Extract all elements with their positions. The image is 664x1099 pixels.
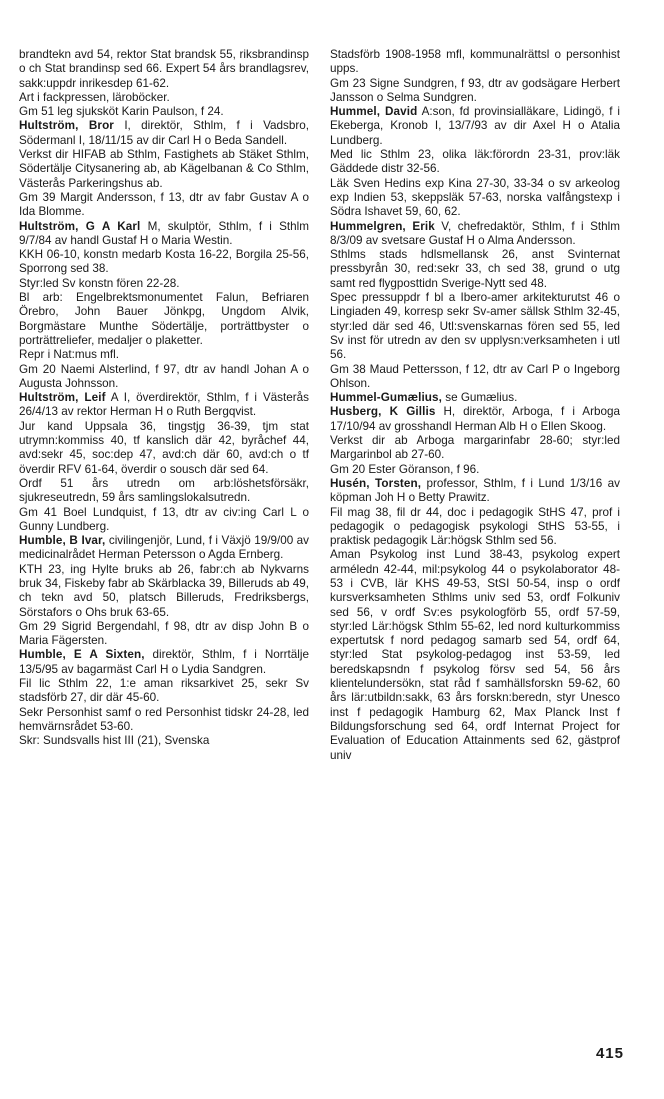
entry-name: Hultström, Leif: [19, 391, 106, 405]
entry-paragraph: Repr i Nat:mus mfl.: [19, 348, 120, 362]
entry-paragraph: brandtekn avd 54, rektor Stat brandsk 55, riksbrandinsp o ch Stat brandinsp sed 66. Expert 54 års brandlagsrev, sakk:uppdr inrikesdep 61-62.: [19, 48, 309, 90]
entry-paragraph: [19, 648, 309, 677]
page-number: 415: [595, 1045, 624, 1062]
entry-paragraph: [19, 391, 309, 420]
entry-paragraph: [330, 391, 620, 405]
biography-entry: [19, 534, 309, 648]
entry-name: Hummel-Gumælius,: [330, 391, 442, 405]
entry-paragraph: Stadsförb 1908-1958 mfl, kommunalrättsl o personhist upps.: [330, 48, 620, 76]
biography-entry: [330, 105, 620, 219]
entry-name: Hummel, David: [330, 105, 418, 119]
entry-paragraph: Sekr Personhist samf o red Personhist tidskr 24-28, led hemvärnsrådet 53-60.: [19, 705, 309, 733]
biography-entry: [330, 405, 620, 476]
entry-text: A:son, fd provinsialläkare, Lidingö, f i Ekeberga, Kronob I, 13/7/93 av dir Axel H o Atalia Lundberg.: [330, 105, 621, 147]
entry-paragraph: Jur kand Uppsala 36, tingstjg 36-39, tjm stat utrymn:kommiss 40, tf kanslich där 42, byråchef 44, avd:sekr 45, soc:dep 47, avd:ch där 60, avd:ch o tf överdir RFV 61-64, överdir o sousch där sed 64.: [19, 419, 309, 476]
entry-paragraph: [19, 534, 309, 563]
entry-paragraph: [330, 477, 620, 506]
entry-paragraph: Ordf 51 års utredn om arb:löshetsförsäkr, sjukreseutredn, 59 års samlingslokalsutredn.: [19, 476, 309, 505]
entry-paragraph: Art i fackpressen, läroböcker.: [19, 90, 170, 104]
right-column: [330, 48, 620, 763]
entry-paragraph: Gm 23 Signe Sundgren, f 93, dtr av godsägare Herbert Jansson o Selma Sundgren.: [330, 76, 620, 104]
entry-paragraph: Fil lic Sthlm 22, 1:e aman riksarkivet 25, sekr Sv stadsförb 27, dir där 45-60.: [19, 677, 309, 705]
entry-name: Humble, E A Sixten,: [19, 648, 145, 662]
biography-entry: [19, 391, 309, 534]
entry-paragraph: Med lic Sthlm 23, olika läk:förordn 23-31, prov:läk Gäddede distr 32-56.: [330, 148, 620, 176]
entry-paragraph: Gm 20 Ester Göranson, f 96.: [330, 462, 480, 476]
entry-paragraph: Fil mag 38, fil dr 44, doc i pedagogik StHS 47, prof i pedagogik o pedagogisk psykologi StHS 53-55, i praktisk pedagogik Lär:högsk Sthlm sed 56.: [330, 505, 620, 548]
entry-paragraph: [330, 220, 620, 249]
left-column: [19, 48, 309, 749]
entry-paragraph: Gm 39 Margit Andersson, f 13, dtr av fabr Gustav A o Ida Blomme.: [19, 190, 309, 219]
entry-text: civilingenjör, Lund, f i Växjö 19/9/00 av medicinalrådet Herman Petersson o Agda Ernberg.: [19, 534, 310, 562]
entry-name: Husén, Torsten,: [330, 476, 422, 490]
entry-text: A I, överdirektör, Sthlm, f i Västerås 26/4/13 av rektor Herman H o Ruth Bergqvist.: [19, 391, 309, 419]
entry-paragraph: [19, 119, 309, 148]
entry-paragraph: [19, 220, 309, 249]
biography-entry: [19, 220, 309, 392]
biography-entry: [330, 477, 620, 763]
entry-text: I, direktör, Sthlm, f i Vadsbro, Södermanl I, 18/11/15 av dir Carl H o Beda Sandell.: [19, 119, 309, 147]
biography-entry: [19, 48, 309, 119]
entry-paragraph: Verkst dir HIFAB ab Sthlm, Fastighets ab Stäket Sthlm, Södertälje Citysanering ab, ab Kägelbanan & Co Sthlm, Västerås Parkeringshus ab.: [19, 148, 309, 190]
entry-text: professor, Sthlm, f i Lund 1/3/16 av köpman Joh H o Betty Prawitz.: [330, 476, 621, 505]
entry-paragraph: [330, 405, 620, 434]
entry-text: H, direktör, Arboga, f i Arboga 17/10/94 av grosshandl Herman Alb H o Ellen Skoog.: [330, 405, 620, 433]
entry-name: Hummelgren, Erik: [330, 219, 435, 233]
biography-entry: [330, 220, 620, 392]
entry-paragraph: Bl arb: Engelbrektsmonumentet Falun, Befriaren Örebro, John Bauer Jönkpg, Ungdom Alvik, Borgmästare Munthe Södertälje, porträttbyster o porträttreliefer, medaljer o plaketter.: [19, 291, 309, 347]
entry-paragraph: Läk Sven Hedins exp Kina 27-30, 33-34 o sv arkeolog exp Indien 53, skeppsläk 57-63, norska valfångstexp i Södra Ishavet 59, 60, 62.: [330, 176, 620, 219]
biography-entry: [330, 48, 620, 105]
biography-entry: [19, 119, 309, 219]
biography-entry: [330, 391, 620, 405]
entry-paragraph: Gm 20 Naemi Alsterlind, f 97, dtr av handl Johan A o Augusta Johnsson.: [19, 362, 309, 390]
entry-paragraph: Verkst dir ab Arboga margarinfabr 28-60; styr:led Margarinbol ab 27-60.: [330, 434, 620, 462]
entry-name: Hultström, Bror: [19, 119, 114, 133]
entry-paragraph: Sthlms stads hdlsmellansk 26, anst Svinternat pressbyrån 30, red:sekr 33, ch sed 38, grund o utg samt red flygposttidn Sverige-Nytt sed 48.: [330, 248, 620, 290]
entry-paragraph: [330, 105, 620, 148]
entry-paragraph: Gm 41 Boel Lundquist, f 13, dtr av civ:ing Carl L o Gunny Lundberg.: [19, 505, 309, 533]
entry-paragraph: Gm 51 leg sjuksköt Karin Paulson, f 24.: [19, 105, 224, 119]
entry-text: se Gumælius.: [442, 391, 518, 405]
entry-paragraph: Aman Psykolog inst Lund 38-43, psykolog expert arméledn 42-44, mil:psykolog 44 o psykolaborator 48-53 i CVB, lär KHS 49-53, StSI 50-54, insp o ordf kursverksamheten Sthlms univ sed 53, ordf Folkuniv sed 56, v ordf Sv:es psykologförb 55, ordf 57-59, styr:led Lär:högsk Sthlm 55-62, led nord kulturkommiss expertutsk f nord pedagog samarb sed 54, ordf 64, styr:led Stat psykolog-pedagog inst 53-59, led beredskapsndn f psykolog försv sed 54, 56 års klientelundersökn, stat råd f samhällsforskn 59-62, 60 års lär:utbildn:sakk, 63 års forskn:beredn, styr Unesco inst f pedagogik Hamburg 62, Max Planck Inst f Bildungsforschung sed 64, ordf Internat Project for Evaluation of Education Attainments sed 62, gästprof univ: [330, 548, 620, 762]
entry-paragraph: Styr:led Sv konstn fören 22-28.: [19, 276, 180, 290]
entry-paragraph: Gm 38 Maud Pettersson, f 12, dtr av Carl P o Ingeborg Ohlson.: [330, 362, 620, 390]
entry-paragraph: Spec pressuppdr f bl a Ibero-amer arkitekturutst 46 o Lingiaden 49, korresp sekr Sv-amer sällsk Sthlm 32-45, styr:led där sed 46, Utl:svenskarnas fören sed 55, led Sv inst för utredn av den sv upplysn:verksamheten i utl 56.: [330, 291, 620, 362]
entry-name: Husberg, K Gillis: [330, 405, 436, 419]
entry-paragraph: KTH 23, ing Hylte bruks ab 26, fabr:ch ab Nykvarns bruk 34, Fiskeby fabr ab Skärblacka 39, Billeruds ab 49, ch tekn avd 50, platsch Billeruds, Fredriksbergs, Sörstafors o Ohs bruk 63-65.: [19, 562, 309, 619]
biography-entry: [19, 648, 309, 748]
entry-paragraph: KKH 06-10, konstn medarb Kosta 16-22, Borgila 25-56, Sporrong sed 38.: [19, 248, 309, 276]
entry-text: V, chefredaktör, Sthlm, f i Sthlm 8/3/09 av svetsare Gustaf H o Alma Andersson.: [330, 219, 620, 247]
entry-text: M, skulptör, Sthlm, f i Sthlm 9/7/84 av handl Gustaf H o Maria Westin.: [19, 219, 309, 247]
entry-name: Humble, B Ivar,: [19, 534, 106, 548]
entry-paragraph: Gm 29 Sigrid Bergendahl, f 98, dtr av disp John B o Maria Fägersten.: [19, 619, 309, 648]
entry-paragraph: Skr: Sundsvalls hist III (21), Svenska: [19, 734, 210, 748]
entry-name: Hultström, G A Karl: [19, 219, 141, 233]
entry-text: direktör, Sthlm, f i Norrtälje 13/5/95 av bagarmäst Carl H o Lydia Sandgren.: [19, 648, 309, 676]
